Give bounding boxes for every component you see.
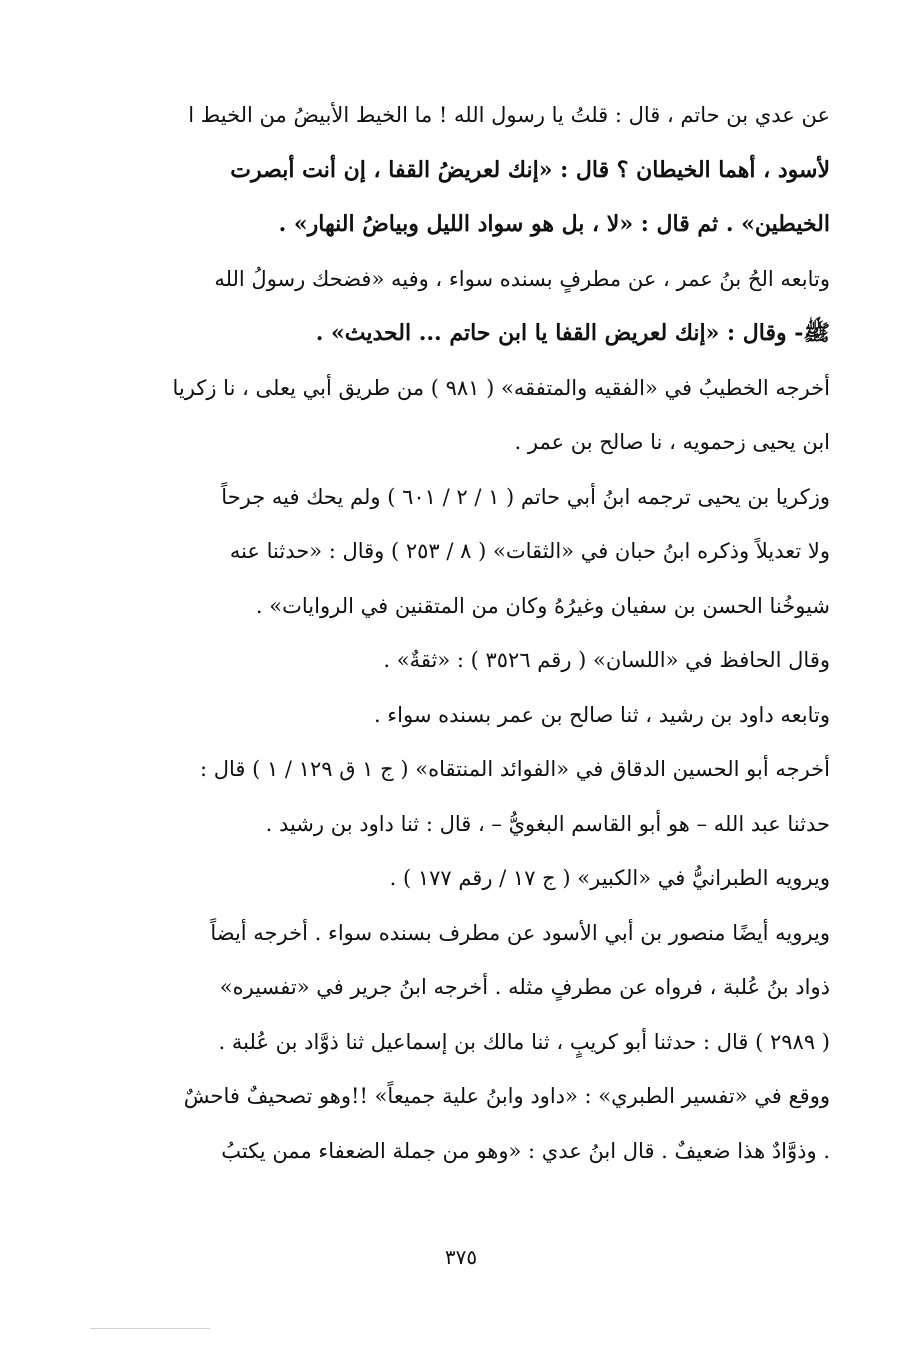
text-line: ويرويه أيضًا منصور بن أبي الأسود عن مطرف بسنده سواء . أخرجه أيضاً	[210, 920, 830, 945]
text-line: عن عدي بن حاتم ، قال : قلتُ يا رسول الله ! ما الخيط الأبيضُ من الخيط ا	[188, 103, 830, 127]
text-line: وزكريا بن يحيى ترجمه ابنُ أبي حاتم ( ١ / ٢ / ٦٠١ ) ولم يحك فيه جرحاً	[221, 484, 830, 509]
text-line: ويرويه الطبرانيُّ في «الكبير» ( ج ١٧ / رقم ١٧٧ ) .	[389, 866, 830, 890]
text-line: ولا تعديلاً وذكره ابنُ حبان في «الثقات» ( ٨ / ٢٥٣ ) وقال : «حدثنا عنه	[229, 539, 830, 563]
text-line: ووقع في «تفسير الطبري» : «داود وابنُ علية جميعاً» !!وهو تصحيفٌ فاحشٌ	[183, 1084, 830, 1108]
text-line: الخيطين» . ثم قال : «لا ، بل هو سواد الليل وبياضُ النهار» .	[278, 211, 830, 237]
text-line: ﷺ- وقال : «إنك لعريض القفا يا ابن حاتم ... الحديث» .	[315, 320, 830, 346]
text-line: ابن يحيى زحمويه ، نا صالح بن عمر .	[514, 430, 830, 454]
text-line: ذواد بنُ عُلبة ، فرواه عن مطرفٍ مثله . أخرجه ابنُ جرير في «تفسيره»	[219, 975, 830, 999]
text-line: أخرجه الخطيبُ في «الفقيه والمتفقه» ( ٩٨١ ) من طريق أبي يعلى ، نا زكريا	[172, 375, 830, 400]
text-line: أخرجه أبو الحسين الدقاق في «الفوائد المنتقاه» ( ج ١ ق ١٢٩ / ١ ) قال :	[199, 757, 830, 781]
text-line: حدثنا عبد الله – هو أبو القاسم البغويُّ – ، قال : ثنا داود بن رشيد .	[265, 811, 830, 836]
page-number: ٣٧٥	[444, 1245, 478, 1269]
text-line: وتابعه داود بن رشيد ، ثنا صالح بن عمر بسنده سواء .	[373, 702, 830, 727]
text-line: . وذوَّادٌ هذا ضعيفٌ . قال ابنُ عدي : «وهو من جملة الضعفاء ممن يكتبُ	[221, 1138, 830, 1163]
text-line: شيوخُنا الحسن بن سفيان وغيرُهُ وكان من المتقنين في الروايات» .	[255, 593, 830, 618]
scan-artifact	[90, 1328, 210, 1329]
body-text	[110, 88, 830, 1178]
text-line: لأسود ، أهما الخيطان ؟ قال : «إنك لعريضُ القفا ، إن أنت أبصرت	[230, 156, 830, 183]
text-line: ( ٢٩٨٩ ) قال : حدثنا أبو كريبٍ ، ثنا مالك بن إسماعيل ثنا ذوَّاد بن عُلبة .	[218, 1029, 830, 1054]
text-line: وتابعه الحُ بنُ عمر ، عن مطرفٍ بسنده سواء ، وفيه «فضحك رسولُ الله	[214, 266, 830, 291]
text-line: وقال الحافظ في «اللسان» ( رقم ٣٥٢٦ ) : «ثقةٌ» .	[383, 648, 830, 672]
